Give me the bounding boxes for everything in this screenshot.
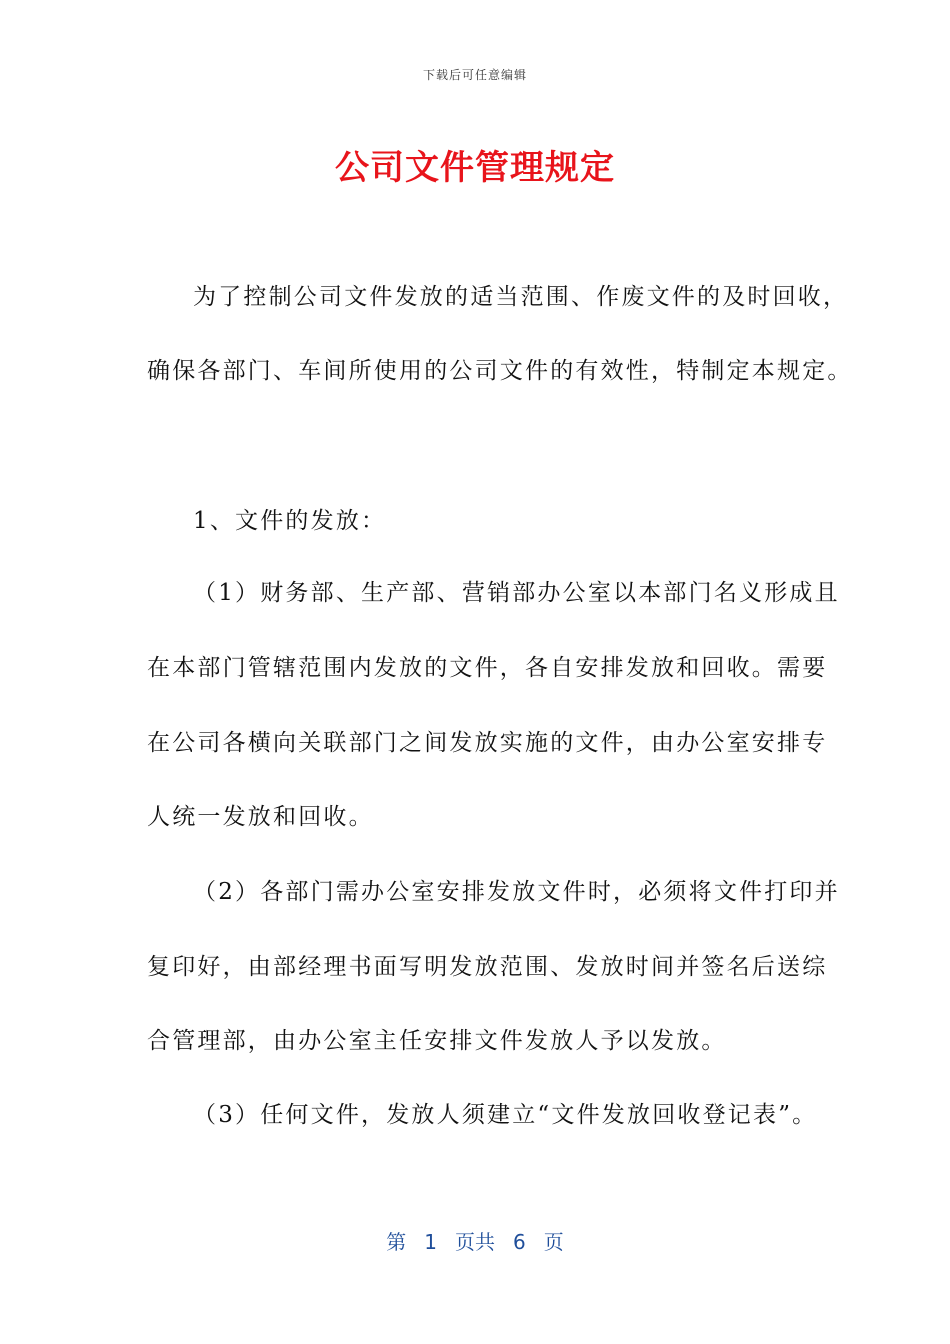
footer-middle: 页共: [455, 1230, 495, 1254]
footer-current-page: 1: [424, 1230, 437, 1254]
page-header-note: 下载后可任意编辑: [422, 68, 527, 82]
intro-line-2: 确保各部门、车间所使用的公司文件的有效性，特制定本规定。: [147, 358, 853, 384]
item1-line-2: 在本部门管辖范围内发放的文件，各自安排发放和回收。需要: [147, 655, 828, 681]
footer-suffix: 页: [543, 1230, 564, 1254]
page-number-footer: [0, 1226, 950, 1255]
item1-line-1: （1）财务部、生产部、营销部办公室以本部门名义形成且: [193, 580, 840, 606]
item1-line-4: 人统一发放和回收。: [147, 804, 374, 830]
item3-line-1: （3）任何文件，发放人须建立“文件发放回收登记表”。: [193, 1102, 818, 1128]
footer-prefix: 第: [386, 1230, 407, 1254]
item1-line-3: 在公司各横向关联部门之间发放实施的文件，由办公室安排专: [147, 730, 828, 756]
document-title: 公司文件管理规定: [335, 148, 615, 188]
footer-total-pages: 6: [513, 1230, 526, 1254]
item2-line-2: 复印好，由部经理书面写明发放范围、发放时间并签名后送综: [147, 954, 828, 980]
item2-line-1: （2）各部门需办公室安排发放文件时，必须将文件打印并: [193, 879, 840, 905]
intro-line-1: 为了控制公司文件发放的适当范围、作废文件的及时回收，: [193, 284, 849, 310]
item2-line-3: 合管理部，由办公室主任安排文件发放人予以发放。: [147, 1028, 727, 1054]
section-heading: 1、文件的发放：: [193, 508, 387, 534]
